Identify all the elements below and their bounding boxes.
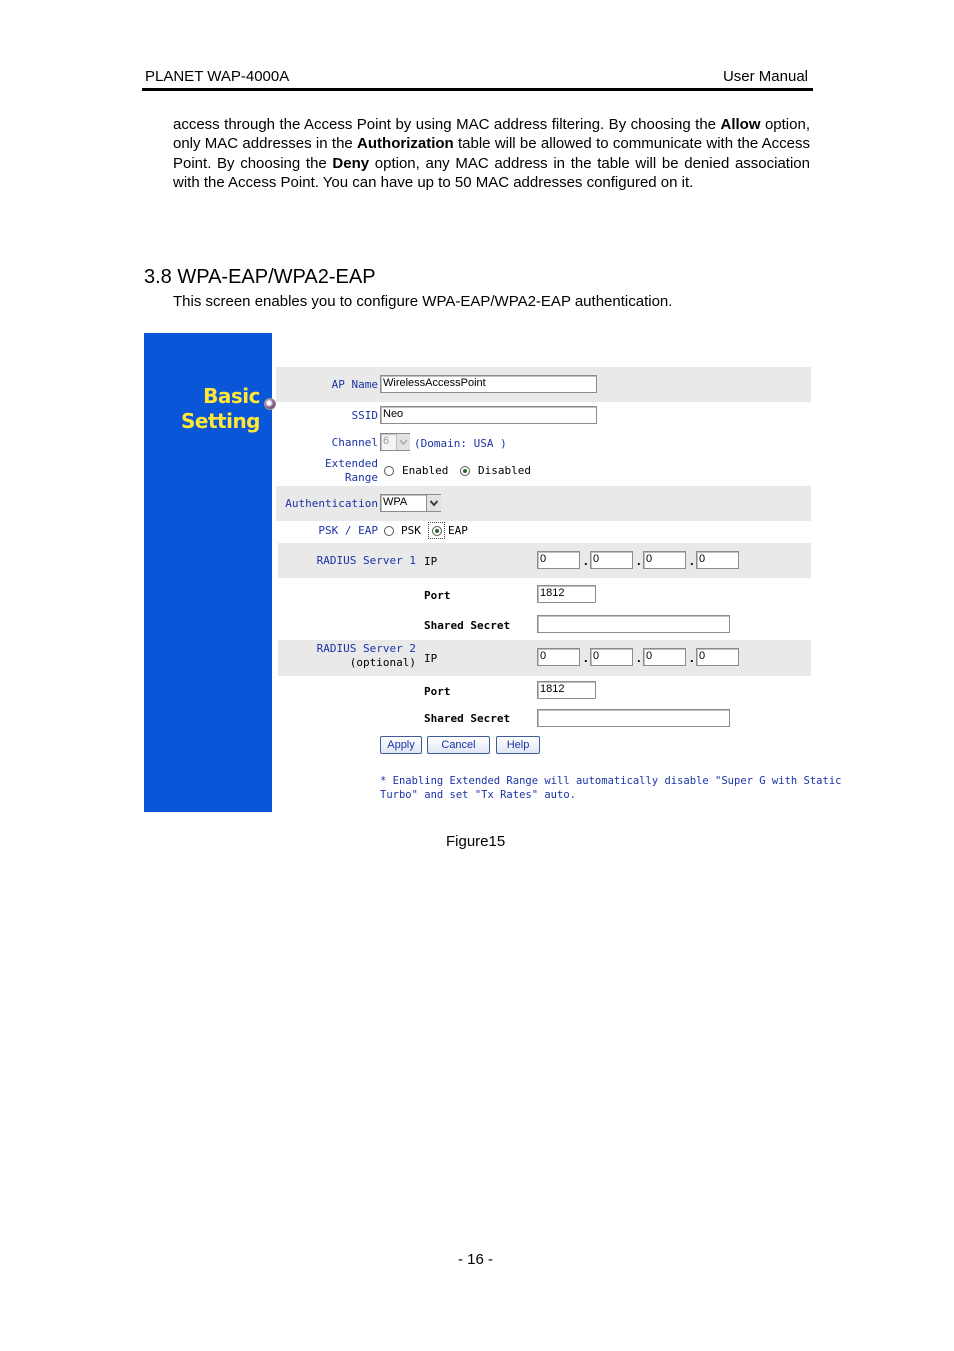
radius2-port-label: Port [424,685,451,698]
channel-value: 6 [383,435,390,447]
radius1-ip-octet-3[interactable]: 0 [643,551,686,569]
figure-caption: Figure15 [446,833,506,850]
sidebar-title-line2: Setting [181,409,260,433]
header-rule [142,88,813,91]
header-right: User Manual [722,68,808,85]
ip-separator: . [584,650,588,665]
radio-extended-disabled[interactable] [460,466,470,476]
para-bold-deny: Deny [332,154,370,172]
extended-range-note-2: Turbo" and set "Tx Rates" auto. [380,789,576,801]
ssid-label: SSID [351,409,378,422]
radius1-secret-label: Shared Secret [424,619,511,632]
sidebar [144,333,272,812]
sidebar-title-line1: Basic [203,384,260,408]
radio-extended-enabled[interactable] [384,466,394,476]
ip-separator: . [637,553,641,568]
extended-range-note-1: * Enabling Extended Range will automatically disable "Super G with Static [380,775,842,787]
radius1-port-input[interactable]: 1812 [537,585,596,603]
radius1-ip-label: IP [424,555,438,568]
radius2-secret-input[interactable] [537,709,730,727]
ip-separator: . [584,553,588,568]
ip-separator: . [690,650,694,665]
radius1-ip-octet-4[interactable]: 0 [696,551,739,569]
radius1-secret-input[interactable] [537,615,730,633]
channel-label: Channel [331,436,378,449]
radius2-ip-octet-2[interactable]: 0 [590,648,633,666]
figure-screenshot [144,333,842,812]
ip-separator: . [637,650,641,665]
radius1-label: RADIUS Server 1 [316,554,416,567]
radius1-port-label: Port [424,589,451,602]
para-text-3: table will be allowed to communicate with the Access Point. By choosing the [173,135,810,172]
chevron-down-icon[interactable] [426,495,441,511]
cancel-button[interactable]: Cancel [427,736,490,754]
para-bold-authorization: Authorization [357,135,454,153]
radius2-port-input[interactable]: 1812 [537,681,596,699]
authentication-label: Authentication [285,497,378,510]
extended-disabled-label: Disabled [478,464,531,477]
radius2-ip-octet-3[interactable]: 0 [643,648,686,666]
para-text-2: option, only MAC addresses in the [173,116,810,153]
radius2-ip-octet-4[interactable]: 0 [696,648,739,666]
body-paragraph [173,115,810,193]
radius2-label: RADIUS Server 2 [316,642,416,655]
ap-name-label: AP Name [331,378,378,391]
menu-bullet-icon [264,398,276,410]
ip-separator: . [690,553,694,568]
radius2-secret-label: Shared Secret [424,712,511,725]
page-number: - 16 - [458,1251,494,1268]
channel-domain: (Domain: USA ) [414,437,507,450]
para-text-4: option, any MAC address in the table will be denied association with the Access Point. You can have up to 50 MAC addresses configured on it. [173,154,810,192]
para-text-1: access through the Access Point by using MAC address filtering. By choosing the [173,116,721,133]
radius1-ip-octet-1[interactable]: 0 [537,551,580,569]
section-intro: This screen enables you to configure WPA-EAP/WPA2-EAP authentication. [173,293,673,310]
help-button[interactable]: Help [496,736,540,754]
extended-range-label-1: Extended [325,457,378,470]
authentication-value: WPA [383,496,408,508]
section-heading: 3.8 WPA-EAP/WPA2-EAP [144,266,376,288]
radius2-ip-label: IP [424,652,438,665]
chevron-down-icon[interactable] [396,434,410,450]
para-bold-allow: Allow [720,116,761,133]
radio-eap[interactable] [432,526,442,536]
extended-enabled-label: Enabled [402,464,449,477]
radius2-optional: (optional) [349,656,416,669]
radius1-ip-octet-2[interactable]: 0 [590,551,633,569]
sidebar-title[interactable] [181,384,260,434]
ssid-input[interactable]: Neo [380,406,597,424]
ap-name-input[interactable]: WirelessAccessPoint [380,375,597,393]
psk-eap-label: PSK / EAP [318,524,378,537]
radius2-ip-octet-1[interactable]: 0 [537,648,580,666]
extended-range-label-2: Range [344,471,378,484]
eap-option-label: EAP [448,524,468,537]
psk-option-label: PSK [401,524,421,537]
radio-psk[interactable] [384,526,394,536]
header-left: PLANET WAP-4000A [145,68,290,85]
apply-button[interactable]: Apply [380,736,422,754]
